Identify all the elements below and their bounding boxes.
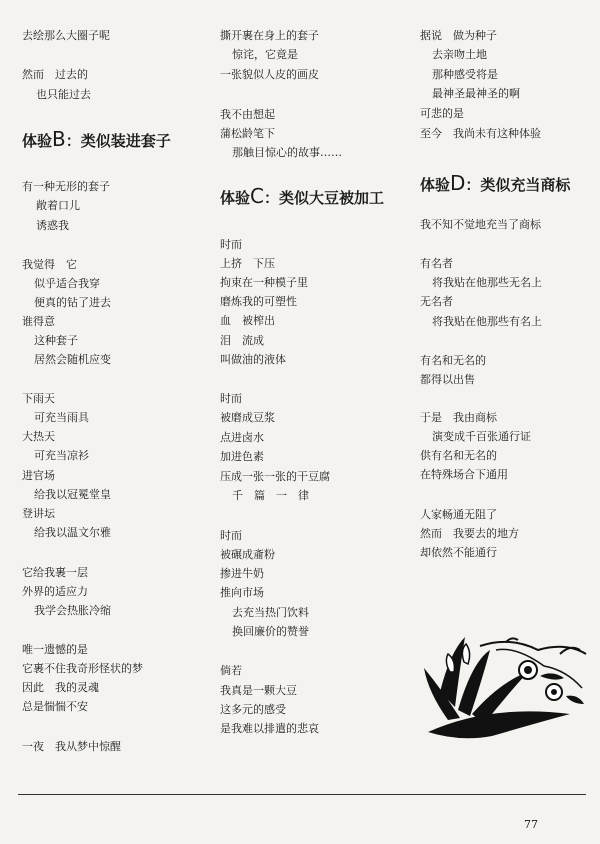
poem-line: 于是 我由商标: [420, 411, 497, 424]
poem-line: 有名和无名的: [420, 354, 486, 367]
poem-line: 居然会随机应变: [34, 353, 111, 366]
poem-line: 人家畅通无阻了: [420, 508, 497, 521]
poem-line: 总是惴惴不安: [22, 700, 88, 713]
poem-line: 蒲松龄笔下: [220, 127, 275, 140]
poem-line: 我觉得 它: [22, 258, 77, 271]
poem-line: 进官场: [22, 469, 55, 482]
poem-line: 加进色素: [220, 450, 264, 463]
poem-line: 我不由想起: [220, 108, 275, 121]
poem-line: 大热天: [22, 430, 55, 443]
poem-line: 可充当雨具: [34, 411, 89, 424]
poem-line: 点进卤水: [220, 431, 264, 444]
poem-line: 有一种无形的套子: [22, 180, 110, 193]
poem-line: 推向市场: [220, 586, 264, 599]
poem-line: 无名者: [420, 295, 453, 308]
poem-line: 我不知不觉地充当了商标: [420, 218, 541, 231]
poem-line: 它给我裹一层: [22, 566, 88, 579]
poem-line: 我真是一颗大豆: [220, 684, 297, 697]
poem-line: 然而 我要去的地方: [420, 527, 519, 540]
poem-line: 它裹不住我奇形怪状的梦: [22, 662, 143, 675]
page-number: 77: [524, 818, 538, 831]
poem-line: 也只能过去: [36, 88, 91, 101]
poem-line: 倘若: [220, 664, 242, 677]
poem-line: 一夜 我从梦中惊醒: [22, 740, 121, 753]
poem-line: 可充当凉衫: [34, 449, 89, 462]
poem-line: 因此 我的灵魂: [22, 681, 99, 694]
poem-line: 去亲吻土地: [432, 48, 487, 61]
poem-line: 这多元的感受: [220, 703, 286, 716]
poem-line: 血 被榨出: [220, 314, 275, 327]
poem-line: 时而: [220, 238, 242, 251]
section-heading-d: 体验D：类似充当商标: [420, 171, 571, 195]
poem-line: 我学会热胀冷缩: [34, 604, 111, 617]
poem-line: 似乎适合我穿: [34, 277, 100, 290]
poem-line: 将我贴在他那些无名上: [432, 276, 542, 289]
poem-line: 去绘那么大圈子呢: [22, 29, 110, 42]
poem-line: 至今 我尚未有这种体验: [420, 127, 541, 140]
poem-line: 都得以出售: [420, 373, 475, 386]
poem-line: 演变成千百张通行证: [432, 430, 531, 443]
poem-line: 被磨成豆浆: [220, 411, 275, 424]
poem-line: 在特殊场合下通用: [420, 468, 508, 481]
poem-line: 那触目惊心的故事……: [232, 146, 342, 159]
poem-line: 泪 流成: [220, 334, 264, 347]
poem-line: 撕开裹在身上的套子: [220, 29, 319, 42]
poem-line: 谁得意: [22, 315, 55, 328]
poem-line: 时而: [220, 529, 242, 542]
poem-line: 下雨天: [22, 392, 55, 405]
poem-line: 去充当热门饮料: [232, 606, 309, 619]
poem-line: 这种套子: [34, 334, 78, 347]
poem-line: 据说 做为种子: [420, 29, 497, 42]
poem-line: 叫做油的液体: [220, 353, 286, 366]
poem-line: 给我以冠冕堂皇: [34, 488, 111, 501]
poem-line: 掺进牛奶: [220, 567, 264, 580]
poem-line: 上挤 下压: [220, 257, 275, 270]
poem-line: 却依然不能通行: [420, 546, 497, 559]
poem-line: 给我以温文尔雅: [34, 526, 111, 539]
poem-line: 然而 过去的: [22, 68, 88, 81]
footer-rule: [18, 794, 586, 795]
poem-line: 换回廉价的赞誉: [232, 625, 309, 638]
poem-line: 有名者: [420, 257, 453, 270]
poem-line: 可悲的是: [420, 107, 464, 120]
poem-line: 一张貌似人皮的画皮: [220, 68, 319, 81]
poem-line: 敞着口儿: [36, 199, 80, 212]
poem-line: 诱惑我: [36, 219, 69, 232]
poem-line: 那种感受将是: [432, 68, 498, 81]
poem-line: 便真的钻了进去: [34, 296, 111, 309]
section-heading-b: 体验B：类似装进套子: [22, 127, 171, 151]
poem-line: 登讲坛: [22, 507, 55, 520]
poem-line: 将我贴在他那些有名上: [432, 315, 542, 328]
poem-line: 外界的适应力: [22, 585, 88, 598]
poem-line: 供有名和无名的: [420, 449, 497, 462]
poem-line: 磨炼我的可塑性: [220, 295, 297, 308]
poem-line: 最神圣最神圣的啊: [432, 87, 520, 100]
poem-line: 唯一遗憾的是: [22, 643, 88, 656]
poem-line: 千 篇 一 律: [232, 489, 309, 502]
poem-line: 压成一张一张的干豆腐: [220, 470, 330, 483]
poem-line: 被碾成齑粉: [220, 548, 275, 561]
poem-line: 是我难以排遣的悲哀: [220, 722, 319, 735]
poem-line: 时而: [220, 392, 242, 405]
section-heading-c: 体验C：类似大豆被加工: [220, 184, 384, 208]
poem-line: 惊诧，它竟是: [232, 48, 298, 61]
poem-line: 拘束在一种模子里: [220, 276, 308, 289]
flower-illustration: [420, 632, 590, 742]
